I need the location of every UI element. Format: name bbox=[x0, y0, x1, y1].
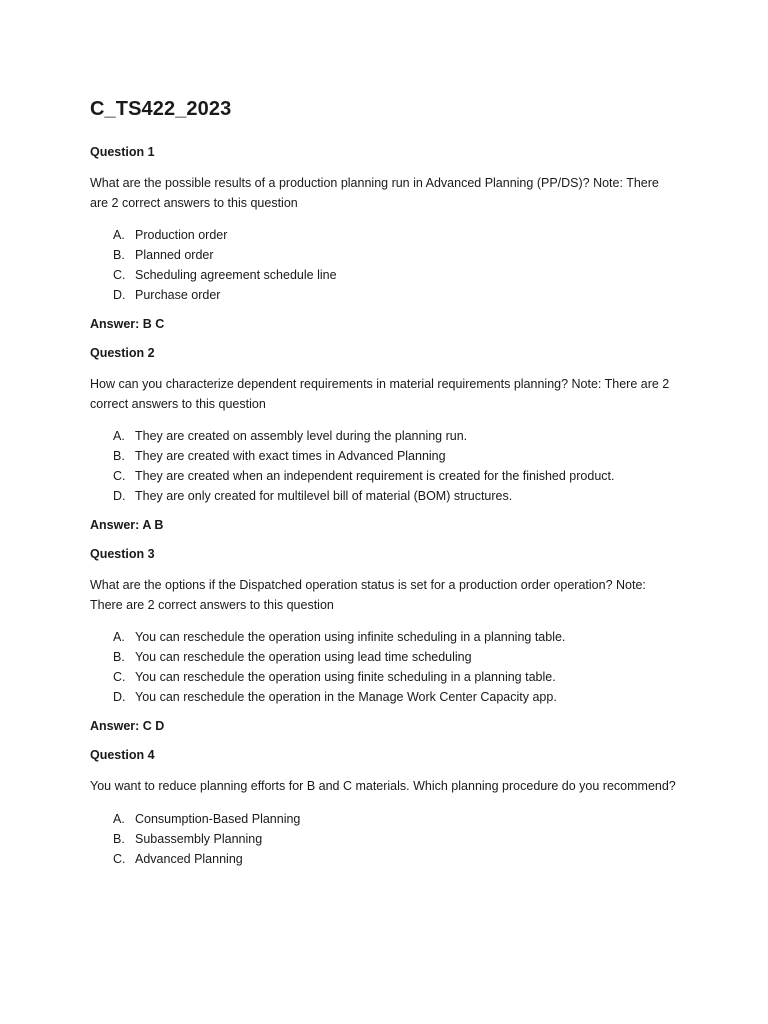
option-text: Scheduling agreement schedule line bbox=[135, 268, 337, 282]
option-letter: C. bbox=[113, 851, 126, 866]
option-list bbox=[90, 809, 678, 869]
option-text: Planned order bbox=[135, 248, 214, 262]
option-text: You can reschedule the operation using finite scheduling in a planning table. bbox=[135, 670, 556, 684]
option-letter: C. bbox=[113, 268, 126, 282]
option-item bbox=[113, 809, 678, 829]
option-item bbox=[113, 829, 678, 849]
option-letter: B. bbox=[113, 650, 125, 664]
option-letter: D. bbox=[113, 288, 126, 302]
document-title: C_TS422_2023 bbox=[90, 98, 232, 120]
answer-line: Answer: A B bbox=[90, 518, 164, 532]
option-letter: B. bbox=[113, 449, 125, 463]
option-text: They are created when an independent requirement is created for the finished product. bbox=[135, 469, 615, 483]
option-letter: D. bbox=[113, 489, 126, 503]
option-letter: A. bbox=[113, 811, 125, 826]
option-item bbox=[113, 245, 678, 265]
option-item bbox=[113, 446, 678, 466]
option-list bbox=[90, 627, 678, 707]
option-letter: A. bbox=[113, 228, 125, 242]
option-item bbox=[113, 225, 678, 245]
question-text: You want to reduce planning efforts for B and C materials. Which planning procedure do you recommend? bbox=[90, 779, 676, 793]
option-text: Advanced Planning bbox=[135, 851, 243, 866]
option-text: Production order bbox=[135, 228, 228, 242]
option-text: Subassembly Planning bbox=[135, 831, 263, 846]
option-item bbox=[113, 466, 678, 486]
question-block bbox=[90, 346, 678, 532]
option-text: You can reschedule the operation in the Manage Work Center Capacity app. bbox=[135, 690, 557, 704]
option-text: They are created with exact times in Advanced Planning bbox=[135, 449, 446, 463]
question-heading: Question 1 bbox=[90, 145, 155, 159]
option-list bbox=[90, 225, 678, 305]
option-text: You can reschedule the operation using lead time scheduling bbox=[135, 650, 472, 664]
question-text: What are the possible results of a production planning run in Advanced Planning (PP/DS)? Note: There are 2 correct answers to this question bbox=[90, 176, 659, 210]
option-item bbox=[113, 849, 678, 869]
option-letter: B. bbox=[113, 831, 125, 846]
option-item bbox=[113, 627, 678, 647]
question-text: How can you characterize dependent requirements in material requirements planning? Note: There are 2 correct answers to this question bbox=[90, 377, 670, 411]
option-item bbox=[113, 486, 678, 506]
question-block bbox=[90, 748, 678, 869]
option-list bbox=[90, 426, 678, 506]
option-letter: D. bbox=[113, 690, 126, 704]
option-letter: A. bbox=[113, 630, 125, 644]
option-text: Consumption-Based Planning bbox=[135, 811, 301, 826]
option-item bbox=[113, 667, 678, 687]
option-text: They are only created for multilevel bill of material (BOM) structures. bbox=[135, 489, 513, 503]
option-item bbox=[113, 687, 678, 707]
option-letter: C. bbox=[113, 670, 126, 684]
option-text: They are created on assembly level during the planning run. bbox=[135, 429, 468, 443]
option-letter: A. bbox=[113, 429, 125, 443]
question-text: What are the options if the Dispatched operation status is set for a production order operation? Note: There are 2 correct answers to this question bbox=[90, 578, 646, 612]
option-letter: B. bbox=[113, 248, 125, 262]
option-item bbox=[113, 265, 678, 285]
question-heading: Question 4 bbox=[90, 748, 155, 762]
question-block bbox=[90, 145, 678, 331]
option-item bbox=[113, 647, 678, 667]
option-letter: C. bbox=[113, 469, 126, 483]
answer-line: Answer: B C bbox=[90, 317, 165, 331]
answer-line: Answer: C D bbox=[90, 719, 165, 733]
option-item bbox=[113, 426, 678, 446]
option-item bbox=[113, 285, 678, 305]
question-heading: Question 3 bbox=[90, 547, 155, 561]
question-heading: Question 2 bbox=[90, 346, 155, 360]
option-text: You can reschedule the operation using infinite scheduling in a planning table. bbox=[135, 630, 566, 644]
option-text: Purchase order bbox=[135, 288, 221, 302]
question-block bbox=[90, 547, 678, 733]
